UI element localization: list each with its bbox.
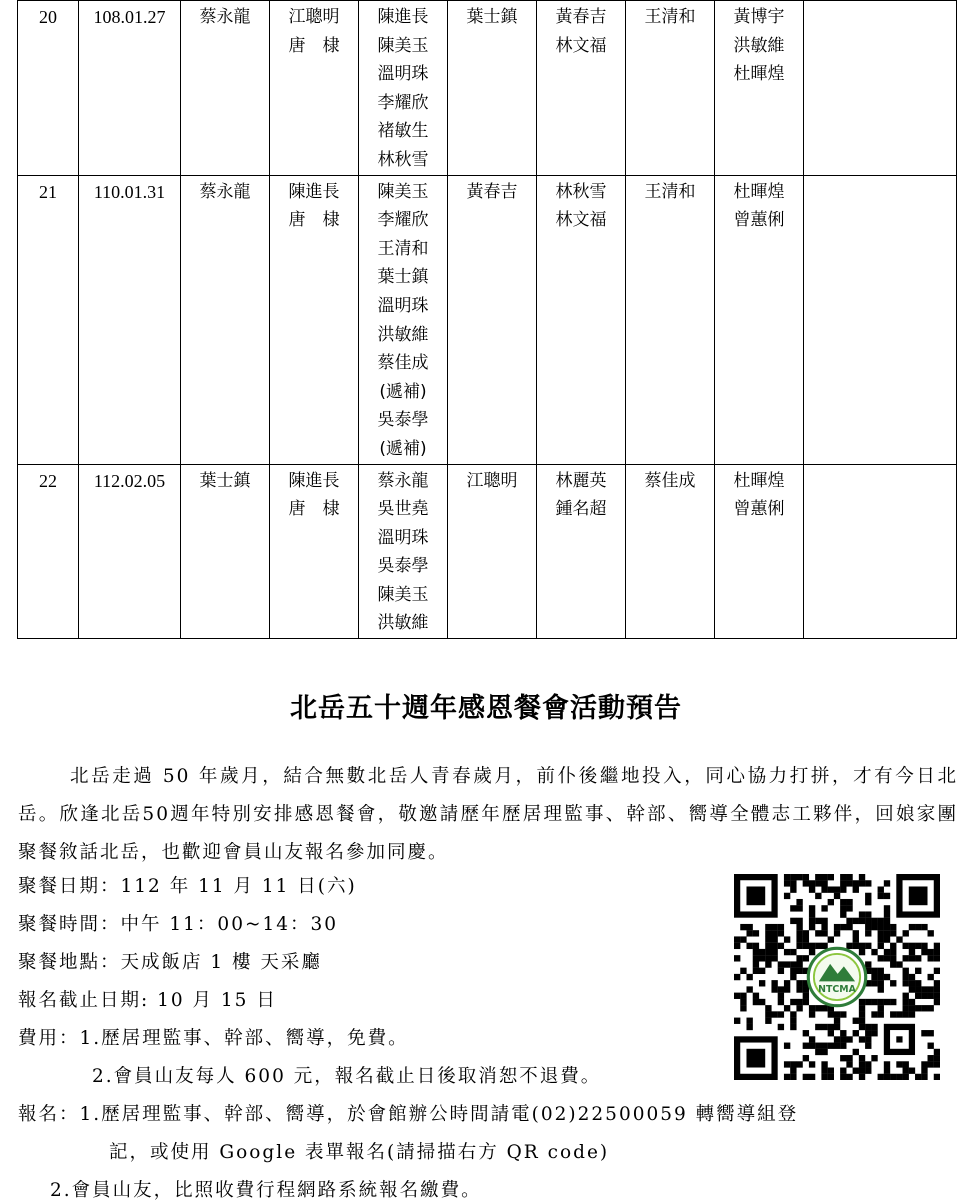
table-row [18, 175, 957, 464]
cell-number: 20 [18, 1, 79, 176]
event-date: 聚餐日期：112 年 11 月 11 日(六) [18, 876, 357, 897]
cell-column-8: 王清和 [626, 175, 715, 464]
cell-column-10 [804, 1, 957, 176]
event-time: 聚餐時間：中午 11：00~14：30 [18, 914, 339, 935]
cell-number: 22 [18, 464, 79, 639]
fee-item-2: 2.會員山友每人 600 元，報名截止日後取消恕不退費。 [92, 1066, 602, 1087]
cell-column-5: 陳美玉 李耀欣 王清和 葉士鎮 溫明珠 洪敏維 蔡佳成 (遞補) 吳泰學 (遞補) [359, 175, 448, 464]
cell-leader: 葉士鎮 [181, 464, 270, 639]
cell-column-6: 黃春吉 [448, 175, 537, 464]
cell-column-4: 陳進長 唐 棣 [270, 175, 359, 464]
fee-item-1: 費用：1.歷居理監事、幹部、嚮導，免費。 [18, 1028, 409, 1049]
registration-item-2: 2.會員山友，比照收費行程網路系統報名繳費。 [50, 1180, 482, 1201]
cell-column-4: 江聰明 唐 棣 [270, 1, 359, 176]
table-row [18, 464, 957, 639]
cell-column-5: 蔡永龍 吳世堯 溫明珠 吳泰學 陳美玉 洪敏維 [359, 464, 448, 639]
cell-column-7: 林麗英 鍾名超 [537, 464, 626, 639]
cell-date: 108.01.27 [79, 1, 181, 176]
cell-column-9: 黃博宇 洪敏維 杜暉煌 [715, 1, 804, 176]
cell-column-9: 杜暉煌 曾蕙俐 [715, 175, 804, 464]
cell-leader: 蔡永龍 [181, 175, 270, 464]
cell-column-9: 杜暉煌 曾蕙俐 [715, 464, 804, 639]
cell-date: 110.01.31 [79, 175, 181, 464]
registration-deadline: 報名截止日期: 10 月 15 日 [18, 990, 277, 1011]
registration-item-1: 報名：1.歷居理監事、幹部、嚮導，於會館辦公時間請電(02)22500059 轉嚮導組登 [18, 1104, 799, 1125]
qr-code[interactable] [734, 874, 940, 1080]
cell-column-5: 陳進長 陳美玉 溫明珠 李耀欣 褚敏生 林秋雪 [359, 1, 448, 176]
notice-title: 北岳五十週年感恩餐會活動預告 [290, 693, 682, 724]
qr-logo-text: NTCMA [818, 983, 856, 995]
cell-column-10 [804, 175, 957, 464]
cell-column-10 [804, 464, 957, 639]
cell-leader: 蔡永龍 [181, 1, 270, 176]
cell-column-8: 王清和 [626, 1, 715, 176]
cell-column-7: 黃春吉 林文福 [537, 1, 626, 176]
table-row [18, 1, 957, 176]
cell-column-6: 葉士鎮 [448, 1, 537, 176]
registration-item-1-continued: 記，或使用 Google 表單報名(請掃描右方 QR code) [109, 1142, 610, 1163]
event-place: 聚餐地點：天成飯店 1 樓 天采廳 [18, 952, 322, 973]
notice-paragraph: 北岳走過 50 年歲月，結合無數北岳人青春歲月，前仆後繼地投入，同心協力打拼，才有今日北岳。欣逢北岳50週年特別安排感恩餐會，敬邀請歷年歷居理監事、幹部、嚮導全體志工夥伴，回娘家團聚餐敘話北岳，也歡迎會員山友報名參加同慶。 [18, 766, 958, 863]
cell-column-8: 蔡佳成 [626, 464, 715, 639]
cell-date: 112.02.05 [79, 464, 181, 639]
qr-code-icon[interactable] [734, 874, 940, 1080]
cell-column-7: 林秋雪 林文福 [537, 175, 626, 464]
cell-column-4: 陳進長 唐 棣 [270, 464, 359, 639]
cell-column-6: 江聰明 [448, 464, 537, 639]
roster-table [17, 0, 957, 639]
cell-number: 21 [18, 175, 79, 464]
